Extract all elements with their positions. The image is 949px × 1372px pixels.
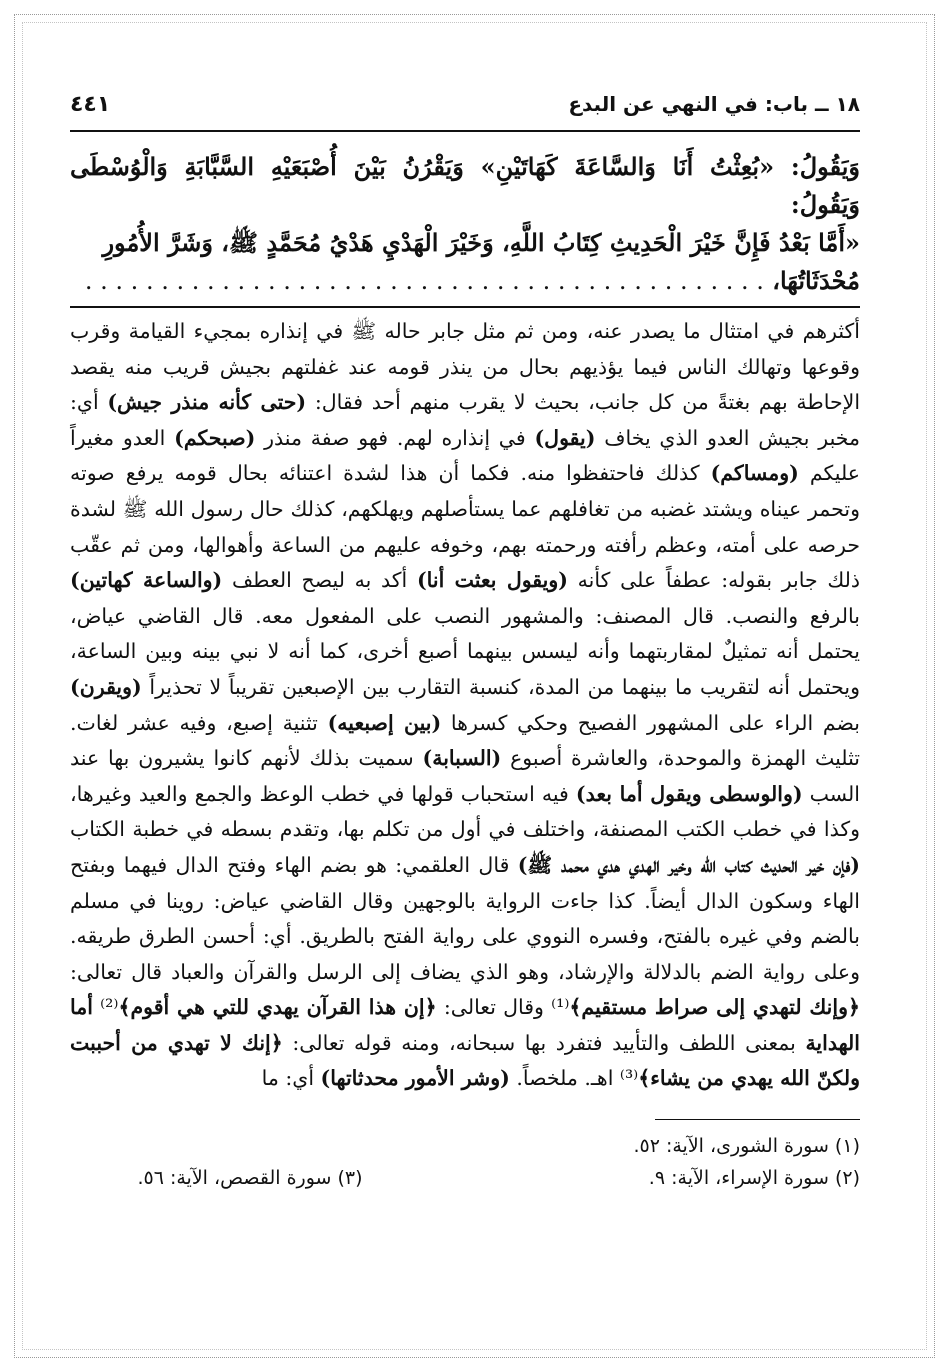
commentary-quote: (يقول) bbox=[534, 425, 596, 450]
running-header bbox=[70, 92, 860, 132]
commentary-segment: قال العلقمي: هو بضم الهاء وفتح الدال فيهما وبفتح الهاء وسكون الدال أيضاً. كذا جاءت الرواية بالوجهين وقال القاضي عياض: روينا في مسلم بالضم وفي غيره بالفتح، وفسره النووي على رواية الفتح بالطريق. أي: أحسن الطرق طريقه. وعلى رواية الضم بالدلالة والإرشاد، وهو الذي يضاف إلى الرسل والقرآن والعباد قال تعالى: bbox=[70, 852, 860, 984]
commentary-quote: ﴿وإنك لتهدي إلى صراط مستقيم﴾ bbox=[569, 995, 860, 1020]
footnote-row bbox=[70, 1162, 860, 1194]
commentary-segment: سميت بذلك لأنهم كانوا يشيرون بها عند السب bbox=[70, 746, 860, 806]
hadith-line-3-text: مُحْدَثَاتُهَا، bbox=[772, 266, 860, 295]
commentary-segment: بضم الراء على المشهور الفصيح وحكي كسرها bbox=[441, 710, 861, 735]
commentary-segment: تثنية إصبع، وفيه عشر لغات. تثليث الهمزة والموحدة، والعاشرة أصبوع bbox=[70, 710, 860, 771]
footnote-1: (١) سورة الشورى، الآية: ٥٢. bbox=[633, 1135, 860, 1158]
commentary-segment: في إنذاره لهم. فهو صفة منذر bbox=[255, 425, 535, 450]
section-divider bbox=[70, 306, 860, 308]
commentary-quote: (والساعة كهاتين) bbox=[70, 568, 223, 593]
commentary-segment: بالرفع والنصب. قال المصنف: والمشهور النصب على المفعول معه. قال القاضي عياض، يحتمل أنه تمثيلٌ لمقاربتهما وأنه ليسس بينهما أصبع أخرى، كما أنه لا نبي بينه وبين الساعة، ويحتمل أنه لتقريب ما بينهما من المدة، كنسبة التقارب بين الإصبعين تقريباً لا تحذيراً bbox=[70, 603, 860, 699]
hadith-text bbox=[70, 148, 860, 300]
commentary-quote: (فإن خير الحديث كتاب الله وخير الهدي هدي محمد ﷺ) bbox=[517, 852, 861, 877]
commentary-quote: أما الهداية bbox=[70, 995, 860, 1055]
chapter-title: ١٨ ــ باب: في النهي عن البدع bbox=[568, 92, 860, 116]
commentary-segment: ⁽³⁾ اهـ. ملخصاً. bbox=[509, 1066, 639, 1091]
commentary-quote: (والوسطى ويقول أما بعد) bbox=[575, 781, 803, 806]
commentary-segment: العدو مغيراً عليكم bbox=[70, 425, 860, 486]
commentary-paragraph bbox=[70, 314, 860, 1097]
commentary-quote: (ويقول بعثت أنا) bbox=[416, 568, 568, 593]
commentary-segment: ⁽²⁾ bbox=[92, 995, 119, 1020]
commentary-segment: أكد به ليصح العطف bbox=[222, 568, 417, 593]
commentary-segment: فيه استحباب قولها في خطب الوعظ والجمع والعيد وغيرها، وكذا في خطب الكتب المصنفة، واختلف في أول من تكلم بها، وتقدم بسطه في خطبة الكتاب bbox=[70, 781, 860, 842]
book-page bbox=[70, 92, 860, 1314]
commentary-segment: بمعنى اللطف والتأييد فتفرد بها سبحانه، ومنه قوله تعالى: bbox=[282, 1030, 806, 1055]
commentary-quote: (السبابة) bbox=[422, 746, 502, 771]
page-number: ٤٤١ bbox=[70, 92, 111, 117]
commentary-segment: كذلك فاحتفظوا منه. فكما أن هذا لشدة اعتنائه بحال قومه يرفع صوته وتحمر عيناه ويشتد غضبه من تغافلهم عما يستأصلهم ويهلكهم، كذلك حال رسول الله ﷺ لشدة حرصه على أمته، وعظم رأفته ورحمته بهم، وخوفه عليهم من الساعة وأهوالها، ومن ثم عقّب ذلك جابر بقوله: عطفاً على كأنه bbox=[70, 461, 860, 593]
commentary-segment: أي: مخبر بجيش العدو الذي يخاف bbox=[70, 390, 860, 450]
commentary-quote: (حتى كأنه منذر جيش) bbox=[107, 390, 307, 415]
hadith-line-1: وَيَقُولُ: «بُعِثْتُ أَنَا وَالسَّاعَةَ كَهَاتَيْنِ» وَيَقْرُنُ بَيْنَ أُصْبَعَيْهِ السَّبَّابَةِ وَالْوُسْطَى وَيَقُولُ: bbox=[70, 152, 860, 219]
commentary-text bbox=[70, 314, 860, 1097]
hadith-line-2: «أَمَّا بَعْدُ فَإِنَّ خَيْرَ الْحَدِيثِ كِتَابُ اللَّهِ، وَخَيْرَ الْهَدْيِ هَدْيُ مُحَمَّدٍ ﷺ، وَشَرَّ الأُمُورِ bbox=[102, 228, 860, 257]
commentary-segment: ⁽¹⁾ وقال تعالى: bbox=[436, 995, 570, 1020]
footnotes bbox=[70, 1130, 860, 1194]
commentary-quote: (وشر الأمور محدثاتها) bbox=[320, 1066, 510, 1091]
footnote-2: (٢) سورة الإسراء، الآية: ٩. bbox=[648, 1167, 860, 1190]
commentary-quote: (ويقرن) bbox=[70, 674, 142, 699]
commentary-quote: (بين إصبعيه) bbox=[327, 710, 442, 735]
commentary-quote: ﴿إنك لا تهدي من أحببت ولكنّ الله يهدي من يشاء﴾ bbox=[70, 1030, 860, 1091]
hadith-dots: . . . . . . . . . . . . . . . . . . . . . . . . . . . . . . . . . . . . . . . . . . . . . bbox=[84, 267, 764, 295]
commentary-quote: (ومساكم) bbox=[710, 461, 799, 486]
commentary-quote: ﴿إن هذا القرآن يهدي للتي هي أقوم﴾ bbox=[118, 995, 437, 1020]
footnote-separator bbox=[655, 1119, 860, 1120]
hadith-line-3 bbox=[70, 262, 860, 300]
commentary-segment: أي: ما bbox=[261, 1066, 321, 1091]
commentary-segment: أكثرهم في امتثال ما يصدر عنه، ومن ثم مثل جابر حاله ﷺ في إنذاره بمجيء القيامة وقرب وقوعها وتهالك الناس فيما يؤذيهم بحال من ينذر قومه عند غفلتهم بجيش قريب منه يقصد الإحاطة بهم بغتةً من كل جانب، بحيث لا يقرب منهم أحد فقال: bbox=[70, 319, 861, 415]
commentary-quote: (صبحكم) bbox=[174, 425, 256, 450]
footnote-3: (٣) سورة القصص، الآية: ٥٦. bbox=[137, 1167, 363, 1190]
